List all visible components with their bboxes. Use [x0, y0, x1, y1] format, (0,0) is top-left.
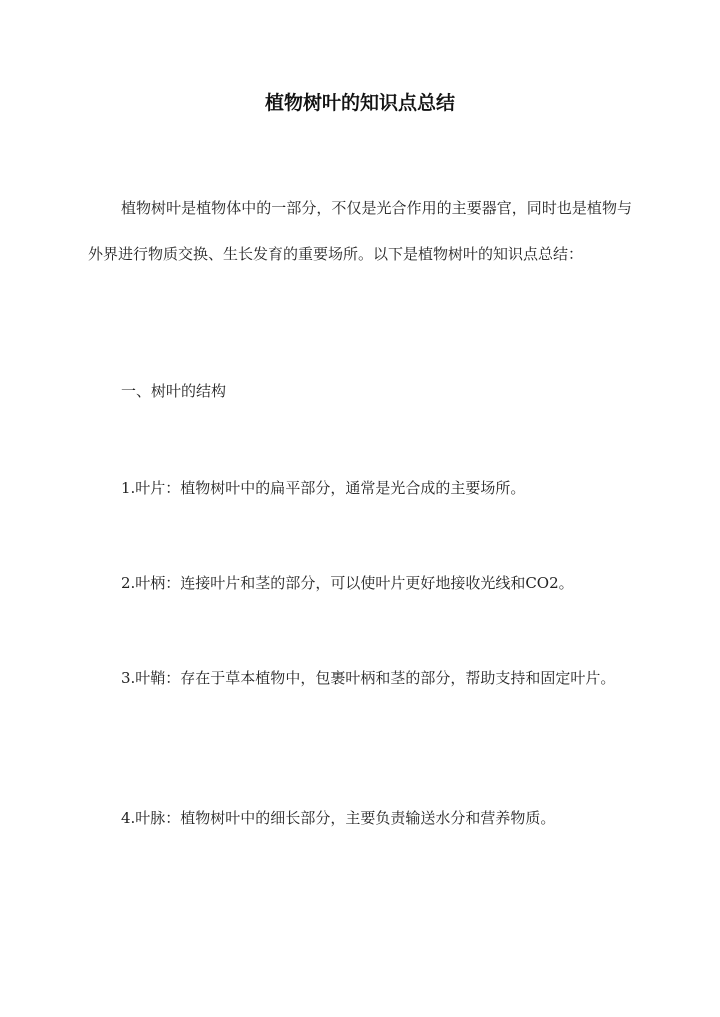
list-item-petiole: 2.叶柄：连接叶片和茎的部分，可以使叶片更好地接收光线和CO2。 [121, 574, 574, 592]
intro-paragraph: 植物树叶是植物体中的一部分，不仅是光合作用的主要器官，同时也是植物与外界进行物质交换、生长发育的重要场所。以下是植物树叶的知识点总结： [88, 199, 632, 263]
list-item-vein: 4.叶脉：植物树叶中的细长部分，主要负责输送水分和营养物质。 [121, 809, 556, 827]
list-item-sheath: 3.叶鞘：存在于草本植物中，包裹叶柄和茎的部分，帮助支持和固定叶片。 [121, 669, 616, 687]
section-heading-structure: 一、树叶的结构 [121, 382, 227, 400]
document-title: 植物树叶的知识点总结 [264, 92, 455, 114]
list-item-blade: 1.叶片：植物树叶中的扁平部分，通常是光合成的主要场所。 [121, 479, 526, 497]
